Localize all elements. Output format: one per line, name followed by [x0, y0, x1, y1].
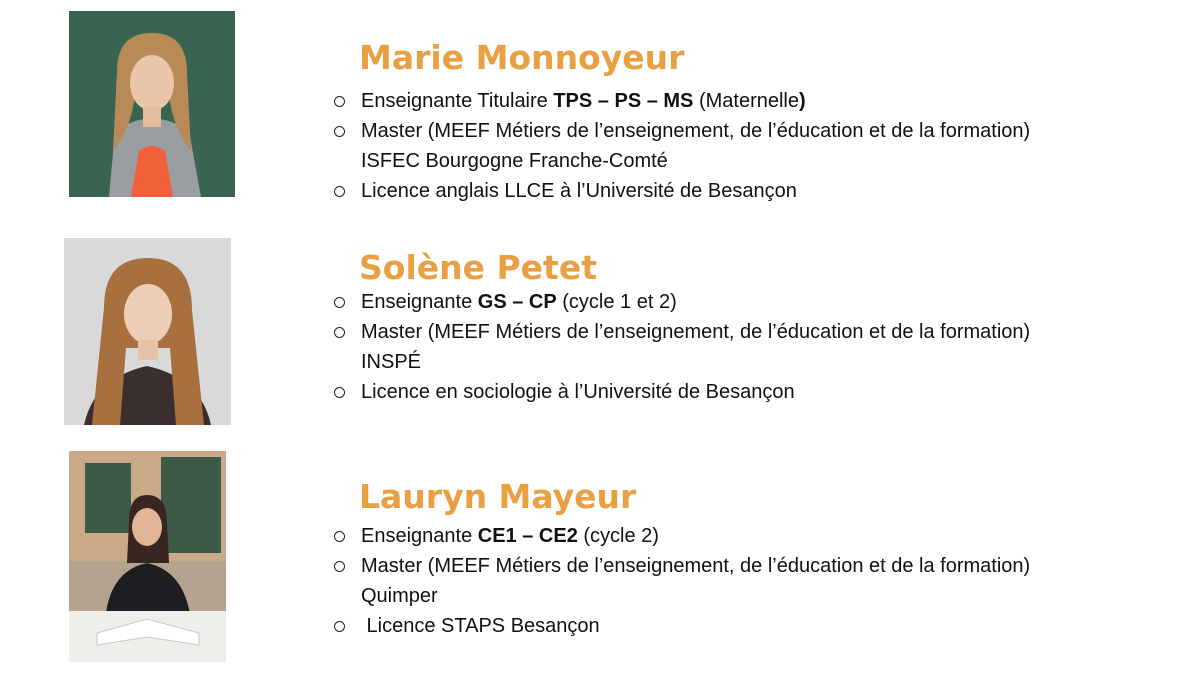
institution: INSPÉ: [361, 351, 422, 373]
item-text: (cycle 2): [577, 525, 659, 547]
list-item: [333, 611, 1030, 641]
circle-bullet-icon: [334, 561, 345, 572]
item-text: (Maternelle: [693, 90, 800, 112]
item-text: Enseignante Titulaire: [361, 90, 554, 112]
circle-bullet-icon: [334, 96, 345, 107]
teacher-photo-solene: [64, 238, 231, 425]
item-text: ): [799, 90, 806, 112]
teacher-photo-marie: [69, 11, 235, 197]
item-text: Master (MEEF Métiers de l’enseignement, de l’éducation et de la formation): [361, 120, 1031, 142]
class-levels: CE1 – CE2: [477, 525, 578, 547]
item-text: Master (MEEF Métiers de l’enseignement, de l’éducation et de la formation): [361, 321, 1031, 343]
teacher-qualifications: [333, 287, 1030, 407]
circle-bullet-icon: [334, 621, 345, 632]
circle-bullet-icon: [334, 531, 345, 542]
list-item: [333, 287, 1030, 317]
list-item: [333, 176, 1030, 206]
circle-bullet-icon: [334, 387, 345, 398]
teacher-photo-lauryn: [69, 451, 226, 662]
list-item: [333, 317, 1030, 377]
item-text: (cycle 1 et 2): [556, 291, 677, 313]
item-text: Enseignante: [361, 525, 478, 547]
circle-bullet-icon: [334, 126, 345, 137]
teacher-name: Marie Monnoyeur: [359, 38, 685, 77]
teacher-name: Solène Petet: [359, 248, 597, 287]
list-item: [333, 551, 1030, 611]
list-item: [333, 86, 1030, 116]
circle-bullet-icon: [334, 186, 345, 197]
item-text: Enseignante: [361, 291, 478, 313]
list-item: [333, 377, 1030, 407]
list-item: [333, 116, 1030, 176]
teacher-qualifications: [333, 521, 1030, 641]
item-text: Licence anglais LLCE à l’Université de Besançon: [361, 180, 797, 202]
teacher-name: Lauryn Mayeur: [359, 477, 637, 516]
institution: Quimper: [361, 585, 438, 607]
item-text: Licence en sociologie à l’Université de Besançon: [361, 381, 795, 403]
circle-bullet-icon: [334, 327, 345, 338]
circle-bullet-icon: [334, 297, 345, 308]
item-text: Master (MEEF Métiers de l’enseignement, de l’éducation et de la formation): [361, 555, 1031, 577]
teacher-qualifications: [333, 86, 1030, 206]
item-text: Licence STAPS Besançon: [361, 615, 600, 637]
list-item: [333, 521, 1030, 551]
class-levels: GS – CP: [477, 291, 557, 313]
class-levels: TPS – PS – MS: [553, 90, 694, 112]
institution: ISFEC Bourgogne Franche-Comté: [361, 150, 668, 172]
